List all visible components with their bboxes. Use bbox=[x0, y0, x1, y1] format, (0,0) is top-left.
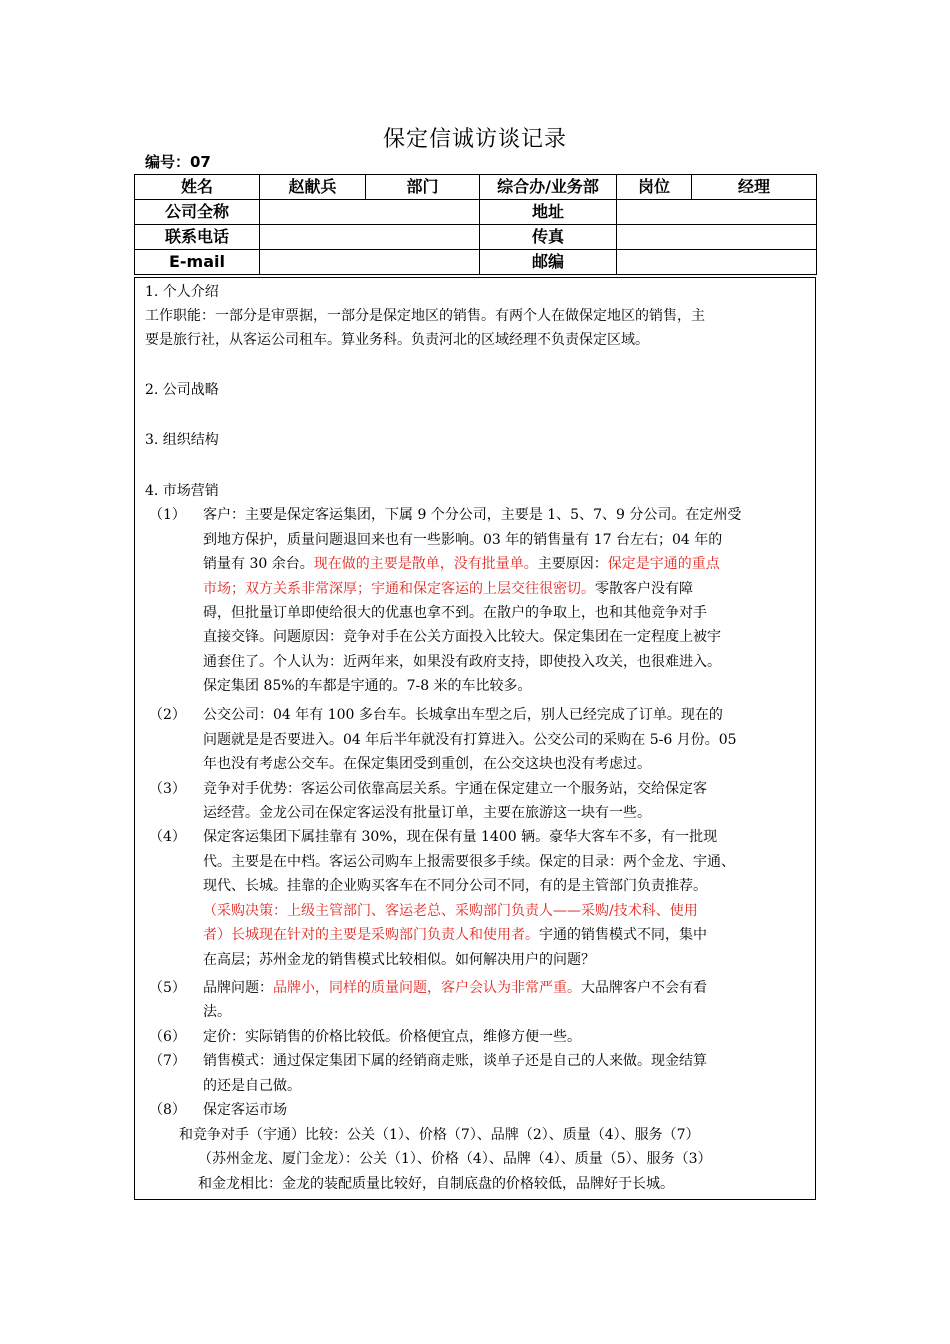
item-line: 和金龙相比：金龙的装配质量比较好，自制底盘的价格较低，品牌好于长城。 bbox=[198, 1176, 674, 1192]
item-number: （8） bbox=[149, 1102, 186, 1118]
email-value bbox=[260, 250, 480, 275]
item-number: （5） bbox=[149, 980, 186, 996]
document-title: 保定信诚访谈记录 bbox=[382, 127, 567, 152]
paragraph-line: 要是旅行社，从客运公司租车。算业务科。负责河北的区域经理不负责保定区域。 bbox=[145, 332, 649, 348]
fax-value bbox=[617, 225, 817, 250]
item-line: 通套住了。个人认为：近两年来，如果没有政府支持，即使投入攻关，也很难进入。 bbox=[203, 654, 721, 670]
fax-label: 传真 bbox=[480, 225, 617, 250]
section-heading: 4. 市场营销 bbox=[145, 483, 219, 499]
item-line: 的还是自己做。 bbox=[203, 1078, 301, 1094]
item-line: 碍，但批量订单即使给很大的优惠也拿不到。在散户的争取上，也和其他竞争对手 bbox=[203, 605, 707, 621]
text-run: 品牌问题： bbox=[203, 980, 273, 996]
table-row bbox=[135, 225, 817, 250]
item-line: 竞争对手优势：客运公司依靠高层关系。宇通在保定建立一个服务站，交给保定客 bbox=[203, 781, 707, 797]
zip-value bbox=[617, 250, 817, 275]
dept-label: 部门 bbox=[366, 175, 480, 200]
item-line: 保定客运市场 bbox=[203, 1102, 287, 1118]
document-number: 编号：07 bbox=[145, 153, 211, 171]
item-line: （苏州金龙、厦门金龙）：公关（1）、价格（4）、品牌（4）、质量（5）、服务（3） bbox=[198, 1151, 712, 1167]
item-number: （4） bbox=[149, 829, 186, 845]
post-label: 岗位 bbox=[617, 175, 692, 200]
post-value: 经理 bbox=[692, 175, 817, 200]
section-heading: 1. 个人介绍 bbox=[145, 284, 219, 300]
item-number: （1） bbox=[149, 507, 186, 523]
phone-label: 联系电话 bbox=[135, 225, 260, 250]
item-line: 客户：主要是保定客运集团，下属 9 个分公司，主要是 1、5、7、9 分公司。在定州受 bbox=[203, 507, 742, 523]
highlight-text: 者）长城现在针对的主要是采购部门负责人和使用者。 bbox=[203, 927, 539, 943]
item-line: 保定集团 85%的车都是宇通的。7-8 米的车比较多。 bbox=[203, 678, 532, 694]
zip-label: 邮编 bbox=[480, 250, 617, 275]
item-number: （6） bbox=[149, 1029, 186, 1045]
item-line bbox=[203, 976, 707, 1000]
interview-content bbox=[134, 277, 816, 1200]
info-table bbox=[134, 174, 817, 275]
item-line: 问题就是是否要进入。04 年后半年就没有打算进入。公交公司的采购在 5-6 月份。05 bbox=[203, 732, 737, 748]
item-line: 定价：实际销售的价格比较低。价格便宜点，维修方便一些。 bbox=[203, 1029, 581, 1045]
email-label: E-mail bbox=[135, 250, 260, 275]
text-run: 销量有 30 余台。 bbox=[203, 556, 314, 572]
company-value bbox=[260, 200, 480, 225]
item-line: 和竞争对手（宇通）比较：公关（1）、价格（7）、品牌（2）、质量（4）、服务（7） bbox=[179, 1127, 700, 1143]
paragraph-line: 工作职能：一部分是审票据，一部分是保定地区的销售。有两个人在做保定地区的销售，主 bbox=[145, 308, 705, 324]
item-line: 到地方保护，质量问题退回来也有一些影响。03 年的销售量有 17 台左右；04 年的 bbox=[203, 532, 723, 548]
phone-value bbox=[260, 225, 480, 250]
highlight-text: 现在做的主要是散单，没有批量单。 bbox=[313, 556, 538, 572]
text-run: 大品牌客户不会有看 bbox=[581, 980, 707, 996]
highlight-text: 保定是宇通的重点 bbox=[607, 556, 720, 572]
item-number: （2） bbox=[149, 707, 186, 723]
highlight-text: 市场；双方关系非常深厚；宇通和保定客运的上层交往很密切。 bbox=[203, 581, 595, 597]
highlight-text: 品牌小，同样的质量问题，客户会认为非常严重。 bbox=[273, 980, 581, 996]
address-label: 地址 bbox=[480, 200, 617, 225]
table-row bbox=[135, 175, 817, 200]
table-row bbox=[135, 200, 817, 225]
text-run: 零散客户没有障 bbox=[595, 581, 693, 597]
section-heading: 3. 组织结构 bbox=[145, 432, 219, 448]
item-line: 公交公司：04 年有 100 多台车。长城拿出车型之后，别人已经完成了订单。现在的 bbox=[203, 707, 723, 723]
item-line bbox=[203, 577, 693, 601]
dept-value: 综合办/业务部 bbox=[480, 175, 617, 200]
item-line bbox=[203, 552, 720, 576]
item-line: 保定客运集团下属挂靠有 30%，现在保有量 1400 辆。豪华大客车不多，有一批现 bbox=[203, 829, 718, 845]
item-line: 现代、长城。挂靠的企业购买客车在不同分公司不同，有的是主管部门负责推荐。 bbox=[203, 878, 707, 894]
item-line: 运经营。金龙公司在保定客运没有批量订单，主要在旅游这一块有一些。 bbox=[203, 805, 651, 821]
table-row bbox=[135, 250, 817, 275]
text-run: 主要原因： bbox=[537, 556, 608, 572]
item-line: 年也没有考虑公交车。在保定集团受到重创，在公交这块也没有考虑过。 bbox=[203, 756, 651, 772]
company-label: 公司全称 bbox=[135, 200, 260, 225]
item-number: （3） bbox=[149, 781, 186, 797]
address-value bbox=[617, 200, 817, 225]
item-line: 销售模式：通过保定集团下属的经销商走账，谈单子还是自己的人来做。现金结算 bbox=[203, 1053, 707, 1069]
item-line: 在高层；苏州金龙的销售模式比较相似。如何解决用户的问题？ bbox=[203, 952, 595, 968]
item-line: 法。 bbox=[203, 1004, 231, 1020]
item-line: 代。主要是在中档。客运公司购车上报需要很多手续。保定的目录：两个金龙、宇通、 bbox=[203, 854, 735, 870]
name-label: 姓名 bbox=[135, 175, 260, 200]
text-run: 宇通的销售模式不同，集中 bbox=[539, 927, 707, 943]
item-line bbox=[203, 923, 707, 947]
section-heading: 2. 公司战略 bbox=[145, 382, 219, 398]
name-value: 赵献兵 bbox=[260, 175, 366, 200]
item-line: 直接交锋。问题原因：竞争对手在公关方面投入比较大。保定集团在一定程度上被宇 bbox=[203, 629, 721, 645]
item-number: （7） bbox=[149, 1053, 186, 1069]
highlight-text: （采购决策：上级主管部门、客运老总、采购部门负责人——采购/技术科、使用 bbox=[203, 903, 698, 919]
